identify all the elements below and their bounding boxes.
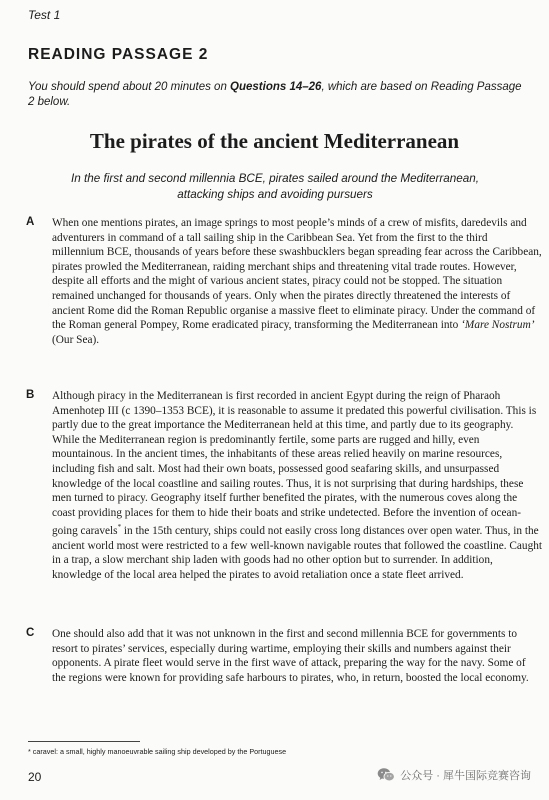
footnote-mark: * — [117, 523, 122, 532]
paragraph-b — [26, 389, 542, 582]
footnote-divider — [28, 741, 140, 742]
paragraph-letter: B — [26, 389, 35, 401]
test-label: Test 1 — [28, 8, 61, 22]
paragraph-text — [52, 389, 542, 582]
article-title: The pirates of the ancient Mediterranean — [89, 129, 460, 153]
instructions-prefix: You should spend about 20 minutes on — [28, 81, 231, 93]
footnote: * caravel: a small, highly manoeuvrable sailing ship developed by the Portuguese — [28, 747, 287, 756]
page-number: 20 — [28, 770, 42, 784]
instructions-questions: Questions 14–26 — [230, 81, 322, 93]
paragraph-a — [26, 216, 542, 347]
instructions-suffix: , which are based on Reading Passage 2 below. — [28, 81, 522, 108]
paragraph-text-part: in the 15th century, ships could not easily cross long distances over open water. Thus, in the ancient world most were restricted to a few well-known navigable routes that followed the coastline. Caught in a trap, a slow merchant ship laden with goods had no other option but to surrender. In addition, knowledge of the local area helped the pirates to avoid retaliation once a state fleet arrived. — [52, 525, 543, 581]
article-subtitle: In the first and second millennia BCE, pirates sailed around the Mediterranean, attacking ships and avoiding pursuers — [71, 172, 479, 201]
paragraph-text-part: When one mentions pirates, an image springs to most people’s minds of a crew of misfits, daredevils and adventurers in command of a tall sailing ship in the Caribbean Sea. Yet from the first to the third millennium BCE, thousands of years before these swashbucklers began spreading fear across the Caribbean, pirates prowled the Mediterranean, raiding merchant ships and threatening vital trade routes. However, despite all efforts and the might of various ancient states, piracy could not be stopped. The situation remained unchanged for thousands of years. Only when the pirates directly threatened the interests of ancient Rome did the Roman Republic organise a massive fleet to eliminate piracy. Under the command of the Roman general Pompey, Rome eradicated piracy, transforming the Mediterranean into — [52, 217, 542, 332]
instructions — [28, 80, 528, 110]
paragraph-letter: C — [26, 627, 35, 639]
paragraph-c — [26, 627, 542, 685]
paragraph-text: One should also add that it was not unknown in the first and second millennia BCE for governments to resort to pirates’ services, especially during wartime, employing their skills and numbers against their opponents. A pirate fleet would serve in the first wave of attack, preparing the way for the navy. Some of the regions were known for providing safe harbours to pirates, who, in return, boosted the local economy. — [52, 628, 529, 684]
watermark-text: 公众号 · 犀牛国际竞赛咨询 — [400, 770, 531, 782]
passage-heading: READING PASSAGE 2 — [28, 46, 209, 63]
paragraph-text-part: Although piracy in the Mediterranean is first recorded in ancient Egypt during the reign of Pharaoh Amenhotep III (c 1390–1353 BCE), it is reasonable to assume it predated this powerful civilisation. This is partly due to the great importance the Mediterranean held at this time, and partly due to its geography. While the Mediterranean region is predominantly fertile, some parts are rugged and hilly, even mountainous. In the ancient times, the inhabitants of these areas relied heavily on marine resources, including fish and salt. Most had their own boats, possessed good seafaring skills, and unsurpassed knowledge of the local coastline and sailing routes. Thus, it is not surprising that during hardships, these men turned to piracy. Geography itself further benefited the pirates, with the numerous coves along the coast providing places for them to hide their boats and strike undetected. Before the invention of ocean-going caravels — [52, 390, 537, 538]
paragraph-letter: A — [26, 216, 35, 228]
latin-phrase: ‘Mare Nostrum’ — [461, 319, 535, 332]
wechat-icon — [377, 767, 395, 783]
watermark — [377, 767, 531, 783]
paragraph-text-part: (Our Sea). — [52, 333, 100, 346]
paragraph-text — [52, 216, 542, 347]
